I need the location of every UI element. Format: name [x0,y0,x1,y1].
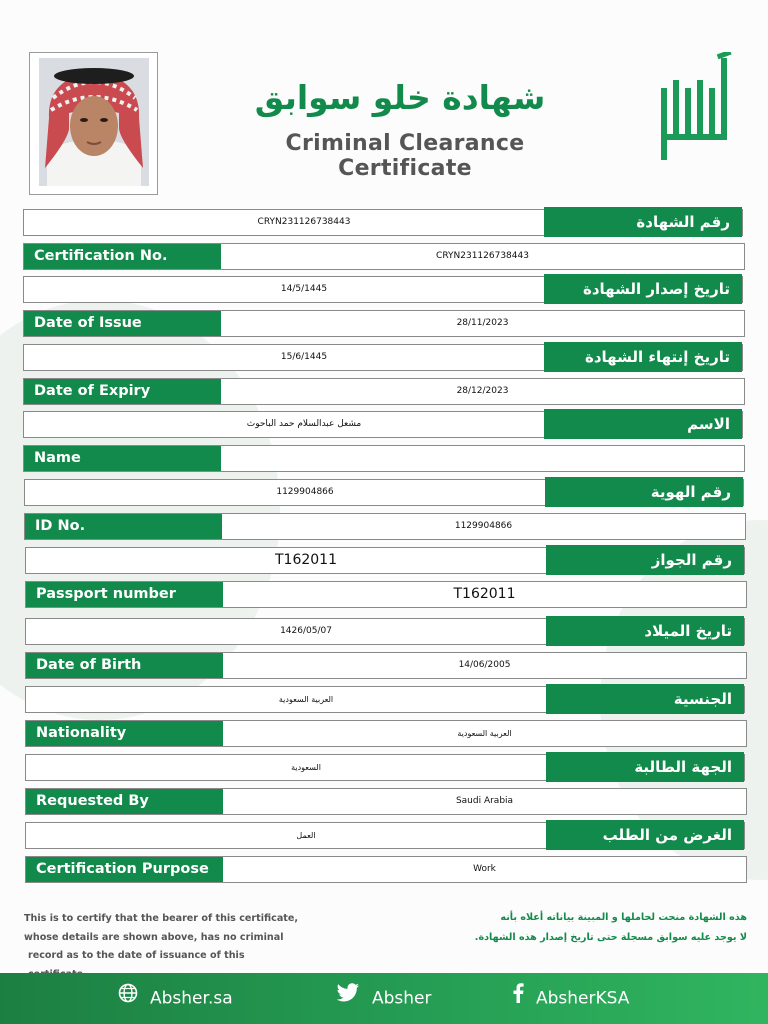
row-expiry-date-ar [23,344,743,371]
id-number-value-en: 1129904866 [454,521,513,531]
row-birth-date-en [25,652,747,679]
name-label-en: Name [24,446,221,471]
issue-date-label-ar: تاريخ إصدار الشهادة [544,274,742,304]
row-id-number-ar [24,479,744,506]
passport-value-en: T162011 [453,586,516,602]
birth-date-value-ar: 1426/05/07 [280,626,332,636]
certification-statement-arabic [440,908,747,948]
holder-photo [29,52,158,195]
statement-line: record as to the date of issuance of this [28,950,245,961]
expiry-date-value-en: 28/12/2023 [456,386,509,396]
id-number-label-ar: رقم الهوية [545,477,743,507]
photo-image [39,58,149,186]
row-passport-en [25,581,747,608]
globe-icon [118,973,138,1024]
certificate-number-label-ar: رقم الشهادة [544,207,742,237]
footer-link-label: Absher.sa [150,988,233,1009]
footer-link-facebook[interactable] [512,973,629,1024]
purpose-value-en: Work [473,864,496,874]
purpose-label-ar: الغرض من الطلب [546,820,744,850]
row-expiry-date-en [23,378,745,405]
statement-line: هذه الشهادة منحت لحاملها و المبينة بياناته أعلاه بأنه [500,912,747,923]
requested-by-label-ar: الجهة الطالبة [546,752,744,782]
nationality-value-en: العربية السعودية [457,729,512,738]
row-certificate-number-ar [23,209,743,236]
row-purpose-en [25,856,747,883]
issue-date-value-en: 28/11/2023 [456,318,509,328]
row-issue-date-ar [23,276,743,303]
row-issue-date-en [23,310,745,337]
row-name-ar [23,411,743,438]
passport-label-ar: رقم الجواز [546,545,744,575]
row-purpose-ar [25,822,745,849]
footer-link-website[interactable] [118,973,233,1024]
certificate-number-value-en: CRYN231126738443 [436,251,529,261]
footer-bar [0,973,768,1024]
birth-date-label-en: Date of Birth [26,653,223,678]
id-number-value-ar: 1129904866 [276,487,334,497]
birth-date-label-ar: تاريخ الميلاد [546,616,744,646]
row-requested-by-ar [25,754,745,781]
nationality-label-en: Nationality [26,721,223,746]
passport-value-ar: T162011 [275,552,337,568]
requested-by-value-en: Saudi Arabia [455,796,514,806]
requested-by-value-ar: السعودية [291,763,321,772]
passport-label-en: Passport number [26,582,223,607]
expiry-date-value-ar: 15/6/1445 [280,352,328,362]
row-certificate-number-en [23,243,745,270]
issue-date-value-ar: 14/5/1445 [280,284,328,294]
nationality-label-ar: الجنسية [546,684,744,714]
row-name-en [23,445,745,472]
nationality-value-ar: العربية السعودية [278,695,334,704]
name-value-en [221,446,744,471]
footer-link-label: Absher [372,988,432,1009]
facebook-icon [512,973,524,1024]
name-label-ar: الاسم [544,409,742,439]
issue-date-label-en: Date of Issue [24,311,221,336]
purpose-label-en: Certification Purpose [26,857,223,882]
row-nationality-ar [25,686,745,713]
row-passport-ar [25,547,745,574]
birth-date-value-en: 14/06/2005 [458,660,511,670]
certificate-title-arabic: شهادة خلو سوابق [254,78,546,117]
footer-link-twitter[interactable] [336,973,432,1024]
id-number-label-en: ID No. [25,514,222,539]
absher-logo [655,52,739,164]
statement-line: لا يوجد عليه سوابق مسجلة حتى تاريخ إصدار هذه الشهادة. [474,932,747,943]
requested-by-label-en: Requested By [26,789,223,814]
row-nationality-en [25,720,747,747]
footer-link-label: AbsherKSA [536,988,630,1009]
certificate-number-value-ar: CRYN231126738443 [257,217,351,227]
certificate-title-english: Criminal Clearance Certificate [285,131,525,181]
expiry-date-label-ar: تاريخ إنتهاء الشهادة [544,342,742,372]
twitter-icon [336,973,360,1024]
statement-line: This is to certify that the bearer of this certificate, [24,913,299,924]
expiry-date-label-en: Date of Expiry [24,379,221,404]
purpose-value-ar: العمل [296,831,316,840]
row-id-number-en [24,513,746,540]
certificate-number-label-en: Certification No. [24,244,221,269]
row-birth-date-ar [25,618,745,645]
name-value-ar: مشعل عبدالسلام حمد الباحوث [246,419,362,429]
row-requested-by-en [25,788,747,815]
statement-line: whose details are shown above, has no criminal [24,931,284,943]
